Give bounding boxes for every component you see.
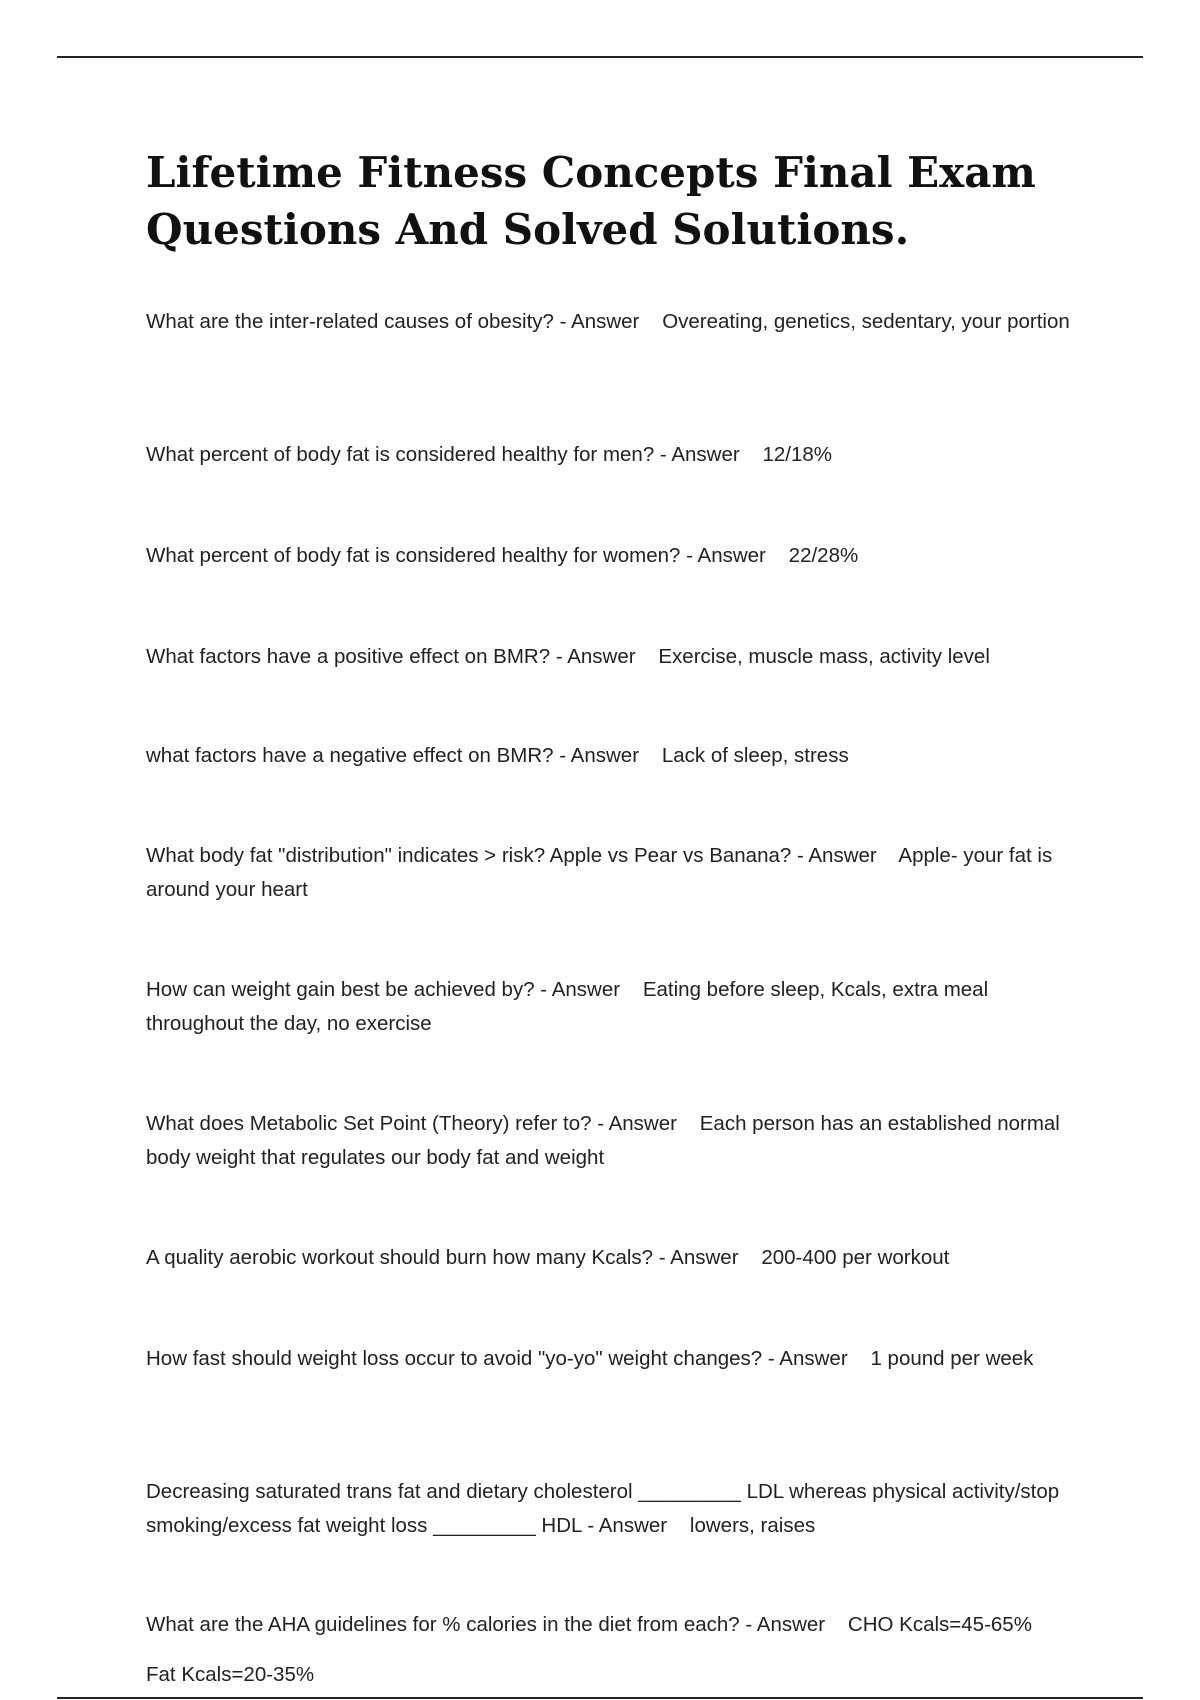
answer-text: 200-400 per workout bbox=[761, 1246, 950, 1269]
question-text: What factors have a positive effect on BMR? - Answer bbox=[146, 645, 636, 668]
qa-item-6 bbox=[146, 839, 1086, 907]
answer-text: Overeating, genetics, sedentary, your portion bbox=[662, 310, 1070, 333]
answer-text: 1 pound per week bbox=[870, 1347, 1034, 1370]
top-rule bbox=[57, 56, 1143, 58]
question-text: Decreasing saturated trans fat and dietary cholesterol _________ LDL whereas physical activity/stop smoking/excess fat weight loss _________ HDL - Answer bbox=[146, 1480, 1060, 1537]
answer-text: 12/18% bbox=[762, 443, 832, 466]
question-text: what factors have a negative effect on BMR? - Answer bbox=[146, 744, 640, 767]
answer-text: Apple- your fat is around your heart bbox=[146, 844, 1053, 901]
answer-text: 22/28% bbox=[788, 544, 859, 567]
answer-text: Lack of sleep, stress bbox=[661, 744, 849, 767]
trailing-answer-line: Fat Kcals=20-35% bbox=[146, 1663, 315, 1686]
qa-item-11 bbox=[146, 1475, 1086, 1543]
qa-item-7 bbox=[146, 973, 1086, 1041]
question-text: What percent of body fat is considered healthy for women? - Answer bbox=[146, 544, 766, 567]
qa-item-2 bbox=[146, 438, 1086, 472]
answer-text: CHO Kcals=45-65% bbox=[847, 1613, 1032, 1636]
qa-item-5 bbox=[146, 739, 1086, 773]
question-text: What are the AHA guidelines for % calories in the diet from each? - Answer bbox=[146, 1613, 826, 1636]
qa-item-1 bbox=[146, 305, 1086, 339]
document-title: Lifetime Fitness Concepts Final Exam Questions And Solved Solutions. bbox=[146, 148, 1036, 254]
answer-text: lowers, raises bbox=[689, 1514, 816, 1537]
question-text: What body fat "distribution" indicates > risk? Apple vs Pear vs Banana? - Answer bbox=[146, 844, 877, 867]
question-text: What are the inter-related causes of obesity? - Answer bbox=[146, 310, 640, 333]
qa-item-12 bbox=[146, 1608, 1086, 1642]
question-text: What percent of body fat is considered healthy for men? - Answer bbox=[146, 443, 740, 466]
question-text: How fast should weight loss occur to avoid "yo-yo" weight changes? - Answer bbox=[146, 1347, 848, 1370]
qa-item-3 bbox=[146, 539, 1086, 573]
answer-text: Each person has an established normal body weight that regulates our body fat and weight bbox=[146, 1112, 1060, 1169]
bottom-rule bbox=[57, 1697, 1143, 1699]
answer-text: Eating before sleep, Kcals, extra meal throughout the day, no exercise bbox=[146, 978, 989, 1035]
qa-item-9 bbox=[146, 1241, 1086, 1275]
question-text: How can weight gain best be achieved by? - Answer bbox=[146, 978, 621, 1001]
question-text: What does Metabolic Set Point (Theory) refer to? - Answer bbox=[146, 1112, 677, 1135]
qa-item-10 bbox=[146, 1342, 1086, 1376]
qa-item-4 bbox=[146, 640, 1086, 674]
answer-text: Exercise, muscle mass, activity level bbox=[658, 645, 990, 668]
qa-item-8 bbox=[146, 1107, 1086, 1175]
question-text: A quality aerobic workout should burn how many Kcals? - Answer bbox=[146, 1246, 739, 1269]
